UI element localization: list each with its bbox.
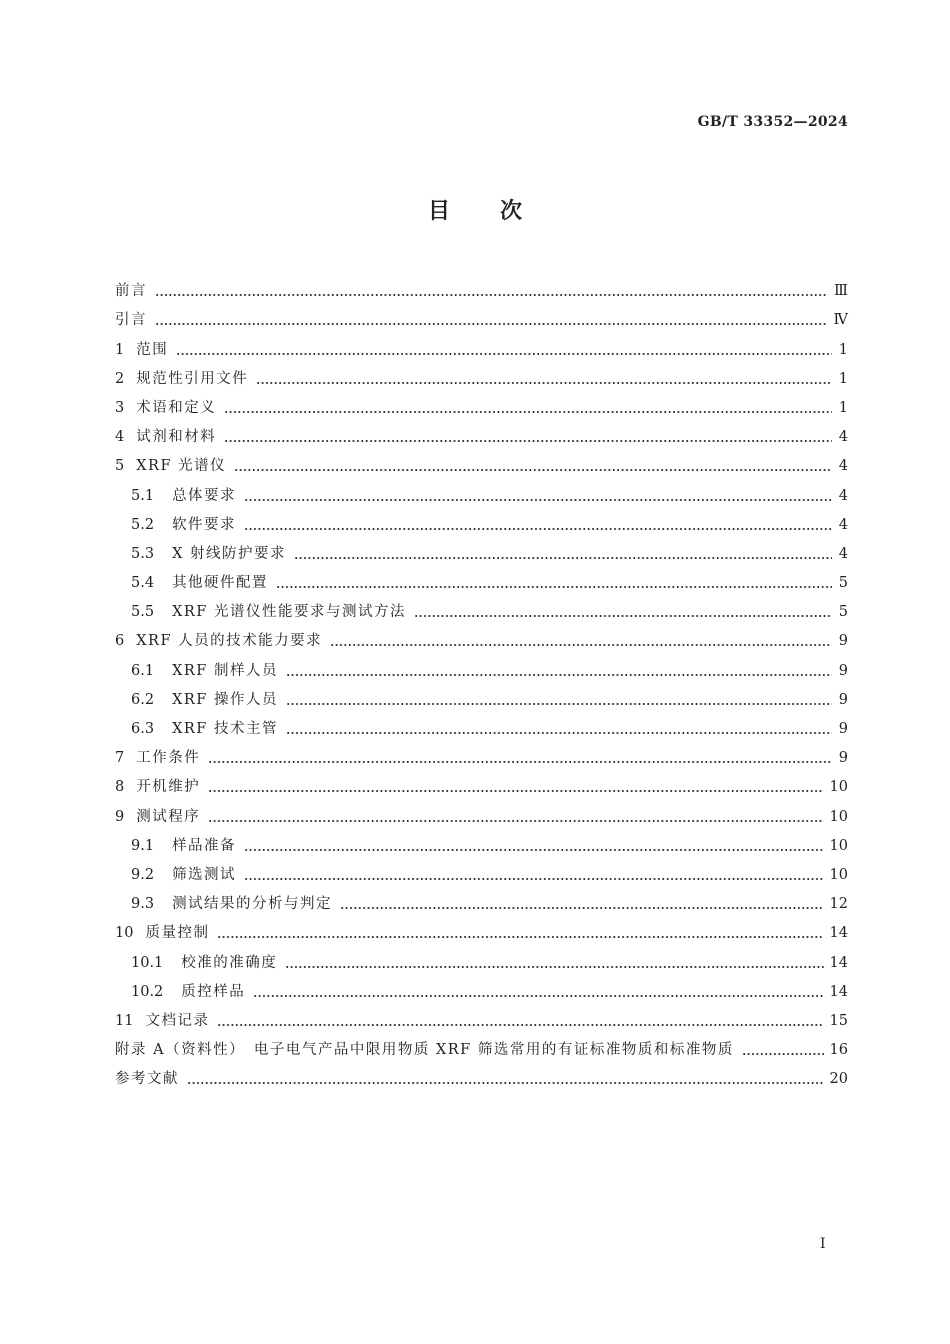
page-title: 目次 (427, 198, 572, 224)
dot-leader (176, 353, 832, 355)
toc-entry[interactable] (115, 798, 848, 827)
dot-leader (286, 732, 832, 734)
toc-entry-label: 其他硬件配置 (172, 575, 269, 592)
toc-entry[interactable] (115, 594, 848, 623)
toc-entry[interactable] (115, 974, 848, 1003)
toc-entry-label: 引言 (115, 312, 147, 329)
dot-leader (330, 644, 832, 646)
toc-entry-page: 9 (838, 750, 848, 767)
toc-entry-page: 5 (838, 575, 848, 592)
toc-entry[interactable] (115, 769, 848, 798)
toc-entry[interactable] (115, 623, 848, 652)
toc-entry[interactable] (115, 448, 848, 477)
toc-entry-number: 5.2 (131, 516, 155, 533)
toc-entry-label: 范围 (136, 341, 169, 358)
toc-entry-number: 8 (115, 779, 125, 796)
toc-entry-page: 10 (829, 779, 848, 796)
toc-entry[interactable] (115, 682, 848, 711)
toc-entry-page: 14 (829, 925, 848, 942)
toc-entry-page: 5 (838, 604, 848, 621)
toc-entry-page: 9 (838, 662, 848, 679)
toc-entry-number: 6.1 (131, 662, 155, 679)
toc-entry-label: 附录 A（资料性） 电子电气产品中限用物质 XRF 筛选常用的有证标准物质和标准物质 (115, 1042, 734, 1059)
toc-entry-label: 文档记录 (145, 1012, 210, 1029)
toc-entry-page: 4 (838, 429, 848, 446)
toc-entry-page: Ⅲ (834, 283, 848, 300)
toc-entry-page: 15 (829, 1012, 848, 1029)
toc-entry-number: 10.2 (131, 983, 164, 1000)
toc-entry-number: 9.2 (131, 866, 155, 883)
dot-leader (286, 703, 832, 705)
toc-entry[interactable] (115, 419, 848, 448)
toc-entry[interactable] (115, 652, 848, 681)
toc-entry-number: 3 (115, 399, 125, 416)
toc-entry-label: 前言 (115, 283, 147, 300)
dot-leader (217, 936, 823, 938)
toc-entry-label: 参考文献 (115, 1071, 179, 1088)
toc-entry-page: 10 (829, 866, 848, 883)
toc-entry-number: 5.5 (131, 604, 155, 621)
toc-entry-label: 样品准备 (172, 837, 237, 854)
toc-entry-number: 5 (115, 458, 125, 475)
toc-entry-page: 4 (838, 516, 848, 533)
dot-leader (208, 790, 823, 792)
toc-entry-number: 10.1 (131, 954, 164, 971)
toc-entry[interactable] (115, 1003, 848, 1032)
toc-entry[interactable] (115, 565, 848, 594)
dot-leader (286, 674, 832, 676)
toc-entry-page: 4 (838, 458, 848, 475)
table-of-contents (115, 273, 848, 1090)
toc-entry-label: 软件要求 (172, 516, 237, 533)
toc-entry-number: 4 (115, 429, 125, 446)
toc-entry-label: 筛选测试 (172, 866, 237, 883)
dot-leader (256, 382, 832, 384)
toc-entry[interactable] (115, 361, 848, 390)
toc-entry-page: 10 (829, 837, 848, 854)
toc-entry-label: 校准的准确度 (181, 954, 278, 971)
toc-entry-label: 试剂和材料 (136, 429, 217, 446)
toc-entry-page: 1 (838, 399, 848, 416)
dot-leader (276, 586, 832, 588)
dot-leader (414, 615, 832, 617)
toc-entry-page: 9 (838, 691, 848, 708)
toc-entry-page: 10 (829, 808, 848, 825)
standard-number: GB/T 33352—2024 (697, 114, 848, 130)
dot-leader (244, 499, 832, 501)
toc-entry-page: 1 (838, 341, 848, 358)
page-number: I (820, 1236, 826, 1252)
dot-leader (187, 1082, 824, 1084)
toc-entry-number: 10 (115, 925, 134, 942)
toc-entry[interactable] (115, 1061, 848, 1090)
toc-entry-label: 工作条件 (136, 750, 201, 767)
toc-entry-page: 9 (838, 633, 848, 650)
dot-leader (244, 528, 832, 530)
toc-entry[interactable] (115, 390, 848, 419)
dot-leader (155, 294, 828, 296)
toc-entry-number: 9.3 (131, 896, 155, 913)
dot-leader (208, 820, 823, 822)
toc-entry-number: 5.1 (131, 487, 155, 504)
toc-entry-number: 9 (115, 808, 125, 825)
dot-leader (253, 995, 823, 997)
toc-entry-number: 2 (115, 370, 125, 387)
toc-entry-page: 4 (838, 545, 848, 562)
toc-entry-label: 测试结果的分析与判定 (172, 896, 333, 913)
dot-leader (244, 878, 823, 880)
toc-entry-number: 5.3 (131, 545, 155, 562)
toc-entry-number: 6 (115, 633, 125, 650)
toc-entry[interactable] (115, 536, 848, 565)
dot-leader (224, 440, 832, 442)
toc-entry-page: 20 (829, 1071, 848, 1088)
dot-leader (155, 323, 828, 325)
toc-entry-number: 5.4 (131, 575, 155, 592)
dot-leader (224, 411, 832, 413)
toc-entry-label: XRF 操作人员 (172, 691, 278, 708)
toc-entry-page: 14 (829, 954, 848, 971)
toc-entry-number: 6.3 (131, 721, 155, 737)
toc-entry-label: 规范性引用文件 (136, 370, 249, 387)
toc-entry[interactable] (115, 1032, 848, 1061)
toc-entry[interactable] (115, 828, 848, 857)
toc-entry[interactable] (115, 944, 848, 973)
toc-entry-page: 16 (829, 1042, 848, 1059)
toc-entry-page: 1 (838, 370, 848, 387)
toc-entry[interactable] (115, 886, 848, 915)
toc-entry[interactable] (115, 915, 848, 944)
toc-entry-label: 测试程序 (136, 808, 201, 825)
dot-leader (217, 1024, 823, 1026)
toc-entry[interactable] (115, 302, 848, 331)
toc-entry-label: XRF 技术主管 (172, 721, 278, 737)
toc-entry-page: 12 (829, 896, 848, 913)
toc-entry[interactable] (115, 740, 848, 769)
dot-leader (244, 849, 823, 851)
dot-leader (340, 907, 823, 909)
toc-entry[interactable] (115, 711, 848, 740)
toc-entry[interactable] (115, 477, 848, 506)
toc-entry-number: 6.2 (131, 691, 155, 708)
dot-leader (294, 557, 832, 559)
toc-entry-number: 7 (115, 750, 125, 767)
toc-entry-number: 1 (115, 341, 125, 358)
toc-entry-label: XRF 制样人员 (172, 662, 278, 679)
toc-entry-page: Ⅳ (833, 312, 848, 329)
toc-entry-page: 4 (838, 487, 848, 504)
dot-leader (742, 1053, 824, 1055)
toc-entry-label: XRF 人员的技术能力要求 (136, 633, 323, 650)
toc-entry[interactable] (115, 331, 848, 360)
toc-entry-label: XRF 光谱仪性能要求与测试方法 (172, 604, 406, 621)
toc-entry-label: 质量控制 (145, 925, 210, 942)
dot-leader (208, 761, 832, 763)
toc-entry-label: 质控样品 (181, 983, 246, 1000)
toc-entry-label: 总体要求 (172, 487, 237, 504)
toc-entry-page: 9 (838, 721, 848, 737)
toc-entry-page: 14 (829, 983, 848, 1000)
toc-entry[interactable] (115, 857, 848, 886)
toc-entry-label: XRF 光谱仪 (136, 458, 227, 475)
toc-entry-label: 术语和定义 (136, 399, 217, 416)
toc-entry-label: 开机维护 (136, 779, 201, 796)
toc-entry-label: X 射线防护要求 (172, 545, 286, 562)
toc-entry[interactable] (115, 273, 848, 302)
toc-entry[interactable] (115, 507, 848, 536)
toc-entry-number: 11 (115, 1012, 134, 1029)
dot-leader (285, 966, 823, 968)
toc-entry-number: 9.1 (131, 837, 155, 854)
dot-leader (234, 469, 832, 471)
